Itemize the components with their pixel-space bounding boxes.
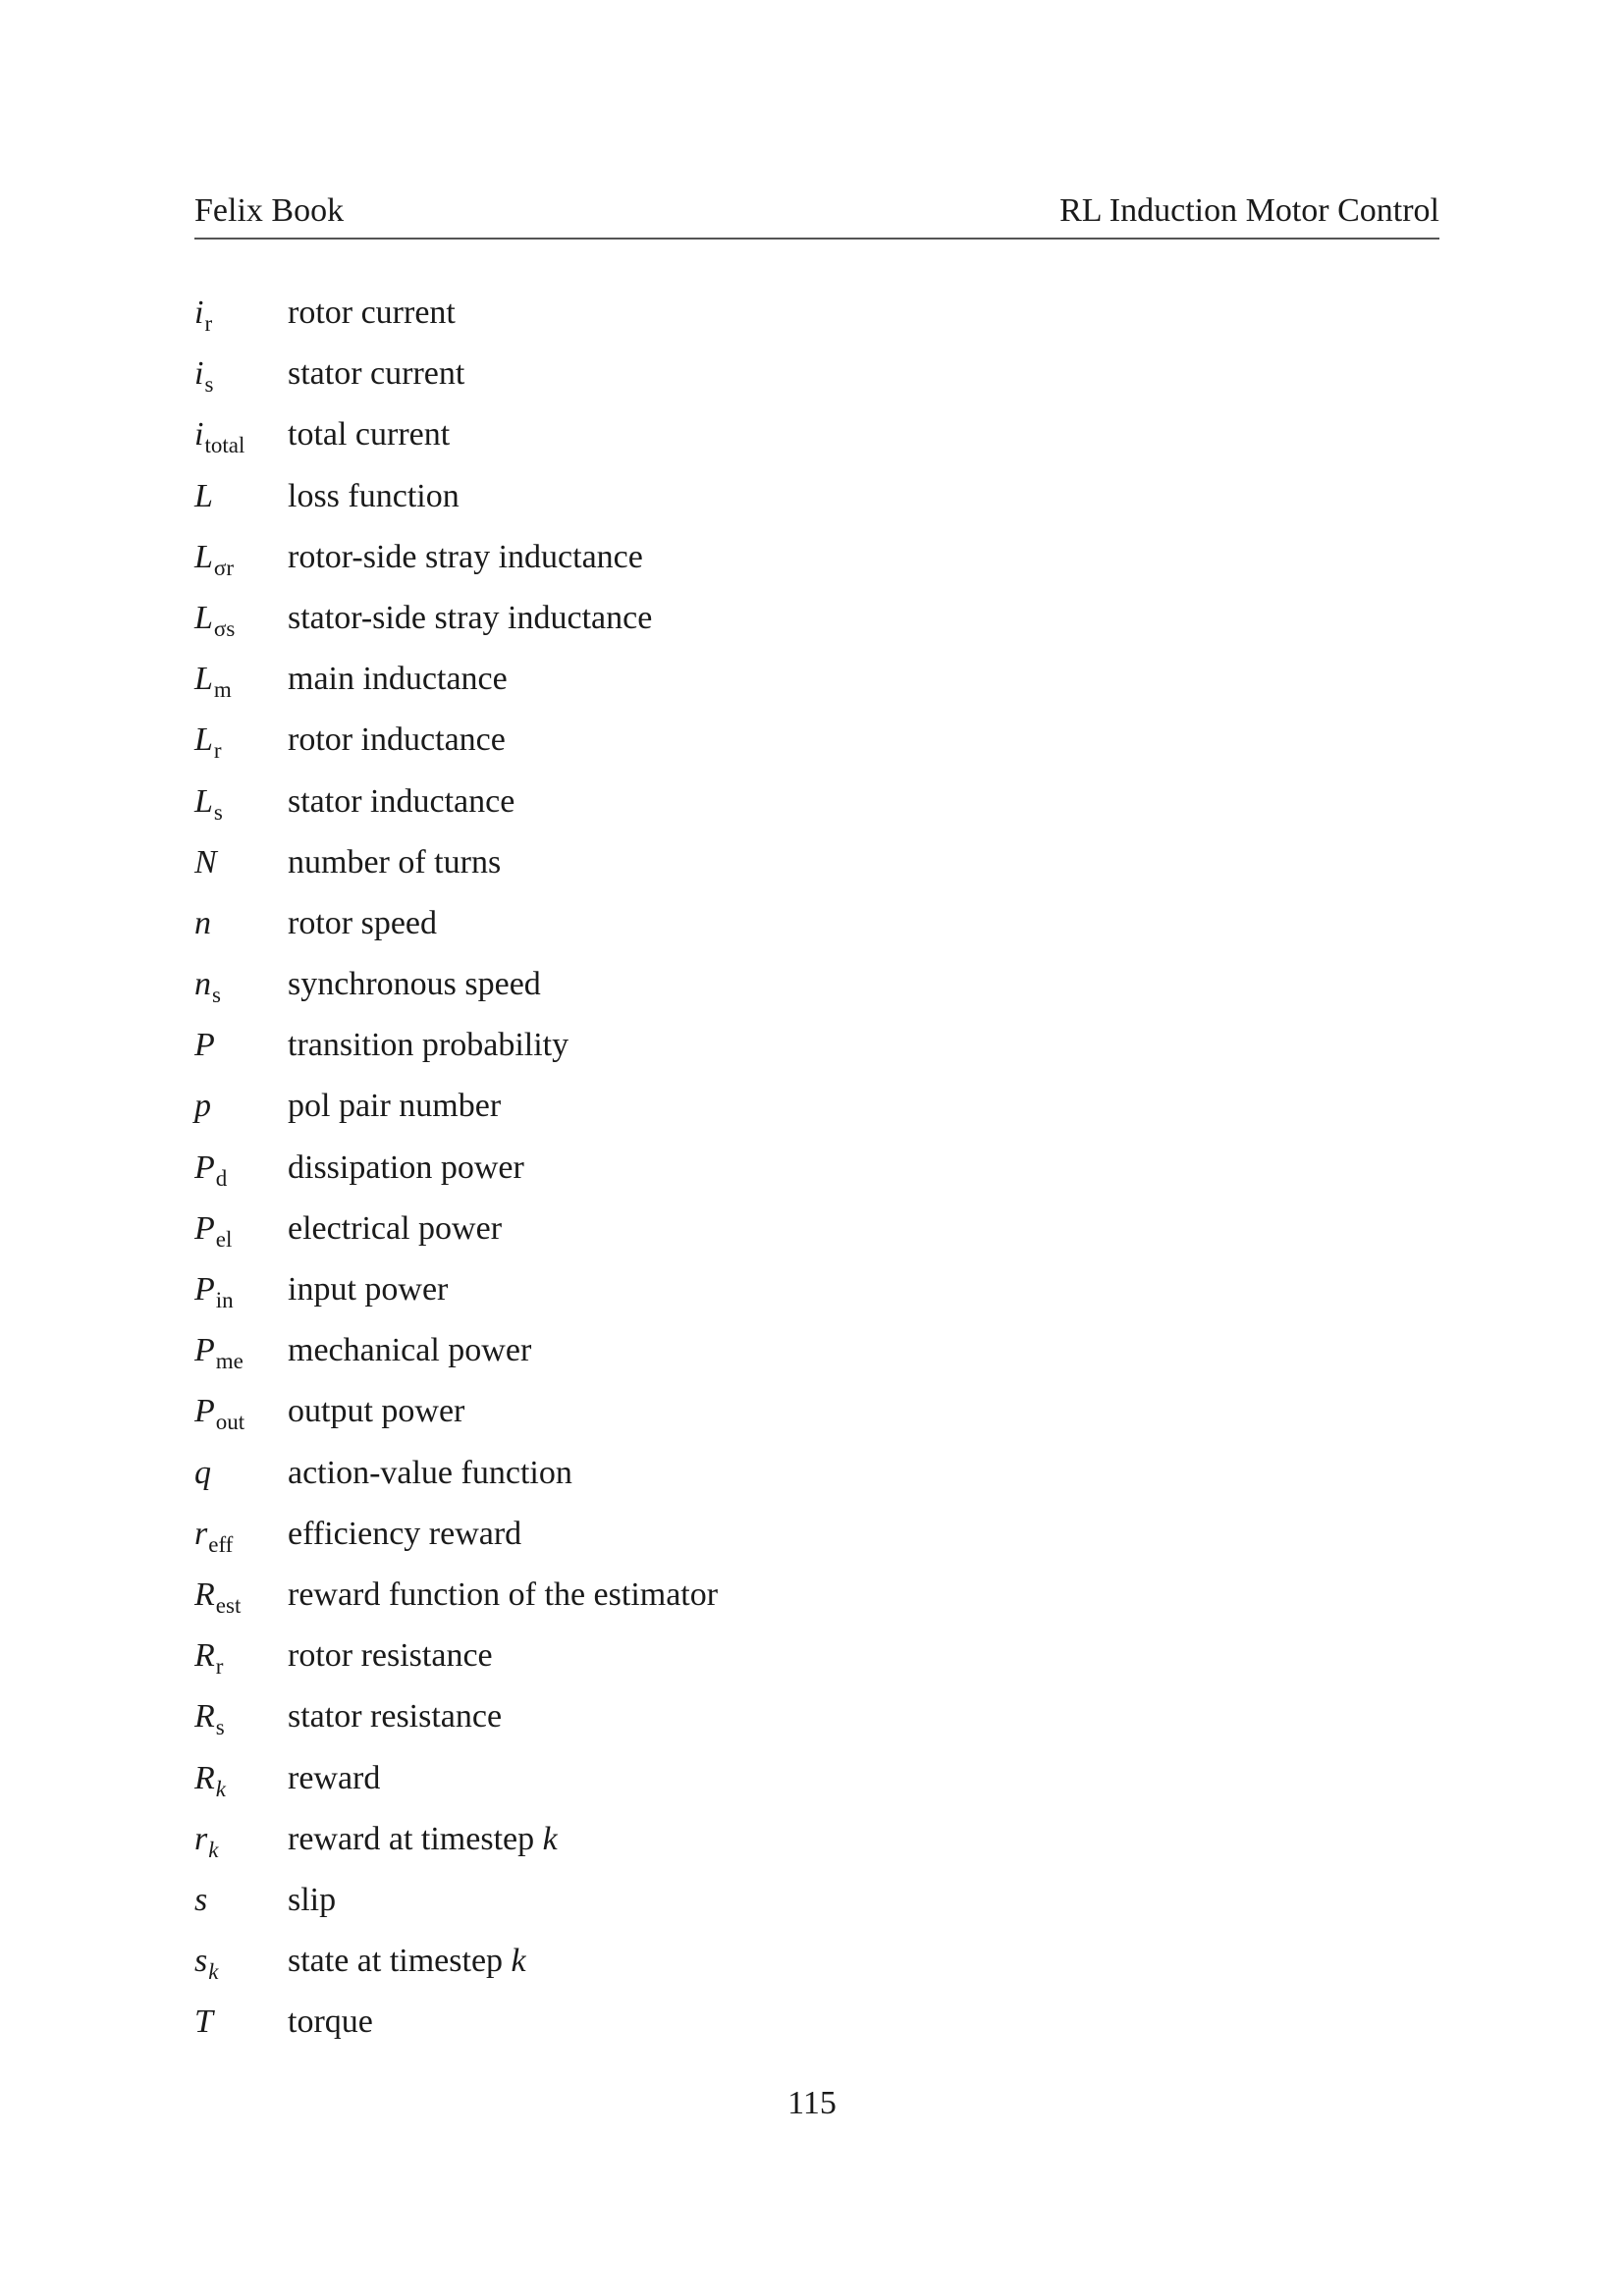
nomenclature-entry (194, 1267, 1439, 1328)
symbol-description (288, 901, 437, 946)
symbol-description (288, 962, 541, 1007)
nomenclature-entry (194, 1023, 1439, 1084)
description-text: mechanical power (288, 1332, 532, 1369)
symbol-base: n (194, 904, 211, 941)
nomenclature-entry (194, 1817, 1439, 1878)
symbol (194, 596, 288, 644)
symbol-base: R (194, 1698, 215, 1735)
description-text: torque (288, 2003, 373, 2041)
symbol-subscript: s (215, 1715, 225, 1740)
description-text: efficiency reward (288, 1515, 522, 1552)
symbol-base: P (194, 1148, 215, 1186)
symbol (194, 1084, 288, 1129)
symbol (194, 657, 288, 705)
symbol-base: P (194, 1271, 215, 1308)
description-text: action-value function (288, 1454, 572, 1491)
nomenclature-entry (194, 535, 1439, 596)
symbol-base: L (194, 477, 213, 514)
symbol-description (288, 474, 460, 519)
symbol (194, 1694, 288, 1742)
symbol-base: s (194, 1943, 208, 1980)
symbol-description (288, 1451, 572, 1496)
nomenclature-entry (194, 1939, 1439, 2000)
description-text: output power (288, 1393, 465, 1430)
header-author: Felix Book (194, 192, 345, 229)
symbol-base: P (194, 1027, 215, 1064)
symbol-description (288, 1939, 526, 1984)
description-text: number of turns (288, 843, 502, 881)
symbol-subscript: r (215, 1654, 224, 1680)
description-text: stator current (288, 355, 465, 393)
description-text: dissipation power (288, 1148, 524, 1186)
nomenclature-entry (194, 1633, 1439, 1694)
symbol (194, 962, 288, 1010)
symbol-subscript: r (213, 738, 222, 764)
description-text: rotor speed (288, 904, 438, 941)
symbol-base: r (194, 1820, 208, 1857)
symbol-subscript: σs (213, 615, 236, 641)
symbol-base: s (194, 1881, 208, 1918)
symbol-base: r (194, 1515, 208, 1552)
symbol-subscript: s (212, 983, 221, 1008)
symbol-base: q (194, 1454, 211, 1491)
symbol-subscript: k (208, 1837, 219, 1862)
description-text: transition probability (288, 1027, 569, 1064)
symbol (194, 1146, 288, 1194)
description-text: main inductance (288, 661, 508, 698)
description-text: state at timestep (288, 1943, 512, 1980)
nomenclature-entry (194, 1512, 1439, 1573)
symbol-description (288, 1573, 718, 1618)
symbol-description (288, 1023, 568, 1068)
symbol-subscript: s (204, 372, 214, 398)
description-text: stator-side stray inductance (288, 599, 653, 636)
nomenclature-entry (194, 901, 1439, 962)
symbol (194, 1878, 288, 1923)
symbol-description (288, 718, 506, 763)
symbol (194, 291, 288, 339)
nomenclature-entry (194, 1146, 1439, 1206)
symbol-description (288, 1328, 531, 1373)
symbol-subscript: k (215, 1776, 226, 1801)
symbol (194, 1512, 288, 1560)
symbol-base: L (194, 782, 213, 820)
nomenclature-entry (194, 1206, 1439, 1267)
symbol-description (288, 779, 514, 825)
symbol (194, 901, 288, 946)
description-text: input power (288, 1271, 449, 1308)
symbol-base: R (194, 1575, 215, 1613)
symbol (194, 1633, 288, 1682)
symbol-base: P (194, 1209, 215, 1247)
symbol-base: p (194, 1088, 211, 1125)
symbol-base: L (194, 661, 213, 698)
symbol (194, 1267, 288, 1315)
symbol (194, 351, 288, 400)
description-text: electrical power (288, 1209, 503, 1247)
description-text: rotor current (288, 294, 456, 331)
symbol-base: P (194, 1393, 215, 1430)
symbol (194, 535, 288, 583)
symbol (194, 1817, 288, 1865)
symbol-base: R (194, 1759, 215, 1796)
nomenclature-entry (194, 779, 1439, 840)
nomenclature-entry (194, 474, 1439, 535)
nomenclature-entry (194, 1756, 1439, 1817)
nomenclature-entry (194, 1878, 1439, 1939)
symbol-description (288, 1512, 521, 1557)
symbol-description (288, 412, 450, 457)
nomenclature-list (194, 291, 1439, 2060)
symbol-base: n (194, 966, 211, 1003)
symbol-subscript: σr (213, 555, 234, 580)
symbol-subscript: k (208, 1959, 219, 1985)
symbol-subscript: est (215, 1592, 242, 1618)
description-text: rotor inductance (288, 721, 506, 759)
nomenclature-entry (194, 2000, 1439, 2060)
symbol (194, 1573, 288, 1621)
symbol-subscript: r (204, 311, 213, 336)
running-header (194, 192, 1439, 240)
description-variable: k (511, 1943, 526, 1980)
symbol-description (288, 1633, 493, 1679)
description-text: slip (288, 1881, 337, 1918)
symbol-description (288, 596, 652, 641)
nomenclature-entry (194, 1573, 1439, 1633)
symbol-description (288, 535, 643, 580)
symbol (194, 474, 288, 519)
symbol-subscript: el (215, 1226, 233, 1252)
symbol (194, 2000, 288, 2045)
symbol-base: i (194, 416, 204, 454)
description-text: loss function (288, 477, 460, 514)
symbol-subscript: out (215, 1410, 245, 1435)
nomenclature-entry (194, 596, 1439, 657)
symbol-subscript: eff (208, 1531, 234, 1557)
description-text: reward (288, 1759, 381, 1796)
description-text: stator inductance (288, 782, 515, 820)
symbol-description (288, 1267, 448, 1312)
header-title: RL Induction Motor Control (1059, 192, 1439, 229)
symbol (194, 840, 288, 885)
symbol-description (288, 1694, 502, 1739)
description-text: pol pair number (288, 1088, 502, 1125)
symbol-description (288, 1206, 502, 1252)
description-text: rotor-side stray inductance (288, 538, 643, 575)
nomenclature-entry (194, 1389, 1439, 1450)
symbol (194, 718, 288, 766)
nomenclature-entry (194, 1451, 1439, 1512)
symbol (194, 1206, 288, 1255)
symbol-description (288, 1389, 464, 1434)
symbol-subscript: in (215, 1288, 234, 1312)
symbol-description (288, 2000, 373, 2045)
symbol (194, 1389, 288, 1437)
nomenclature-entry (194, 1694, 1439, 1755)
symbol (194, 1023, 288, 1068)
symbol (194, 1939, 288, 1987)
description-text: synchronous speed (288, 966, 541, 1003)
page-number: 115 (787, 2085, 837, 2121)
symbol (194, 1328, 288, 1376)
description-text: reward function of the estimator (288, 1575, 719, 1613)
symbol (194, 412, 288, 460)
symbol-base: P (194, 1332, 215, 1369)
symbol-description (288, 1878, 336, 1923)
symbol-description (288, 657, 508, 702)
symbol-base: N (194, 843, 217, 881)
description-text: rotor resistance (288, 1637, 493, 1675)
symbol-base: i (194, 355, 204, 393)
nomenclature-entry (194, 718, 1439, 778)
symbol-description (288, 840, 501, 885)
symbol (194, 1756, 288, 1804)
symbol (194, 779, 288, 828)
symbol-subscript: total (204, 433, 245, 458)
symbol-base: T (194, 2003, 213, 2041)
nomenclature-entry (194, 1084, 1439, 1145)
symbol (194, 1451, 288, 1496)
symbol-base: L (194, 721, 213, 759)
symbol-base: L (194, 599, 213, 636)
description-variable: k (542, 1820, 558, 1857)
nomenclature-entry (194, 657, 1439, 718)
symbol-base: i (194, 294, 204, 331)
symbol-description (288, 1817, 558, 1862)
nomenclature-entry (194, 962, 1439, 1023)
description-text: reward at timestep (288, 1820, 543, 1857)
symbol-description (288, 291, 456, 336)
symbol-subscript: d (215, 1165, 228, 1191)
nomenclature-entry (194, 840, 1439, 901)
nomenclature-entry (194, 291, 1439, 351)
symbol-subscript: s (213, 799, 223, 825)
symbol-description (288, 1756, 380, 1801)
symbol-description (288, 1146, 524, 1191)
symbol-base: R (194, 1637, 215, 1675)
symbol-description (288, 351, 464, 397)
symbol-subscript: m (213, 677, 232, 703)
description-text: total current (288, 416, 451, 454)
nomenclature-entry (194, 1328, 1439, 1389)
description-text: stator resistance (288, 1698, 503, 1735)
nomenclature-entry (194, 412, 1439, 473)
symbol-description (288, 1084, 501, 1129)
symbol-subscript: me (215, 1349, 244, 1374)
symbol-base: L (194, 538, 213, 575)
nomenclature-entry (194, 351, 1439, 412)
